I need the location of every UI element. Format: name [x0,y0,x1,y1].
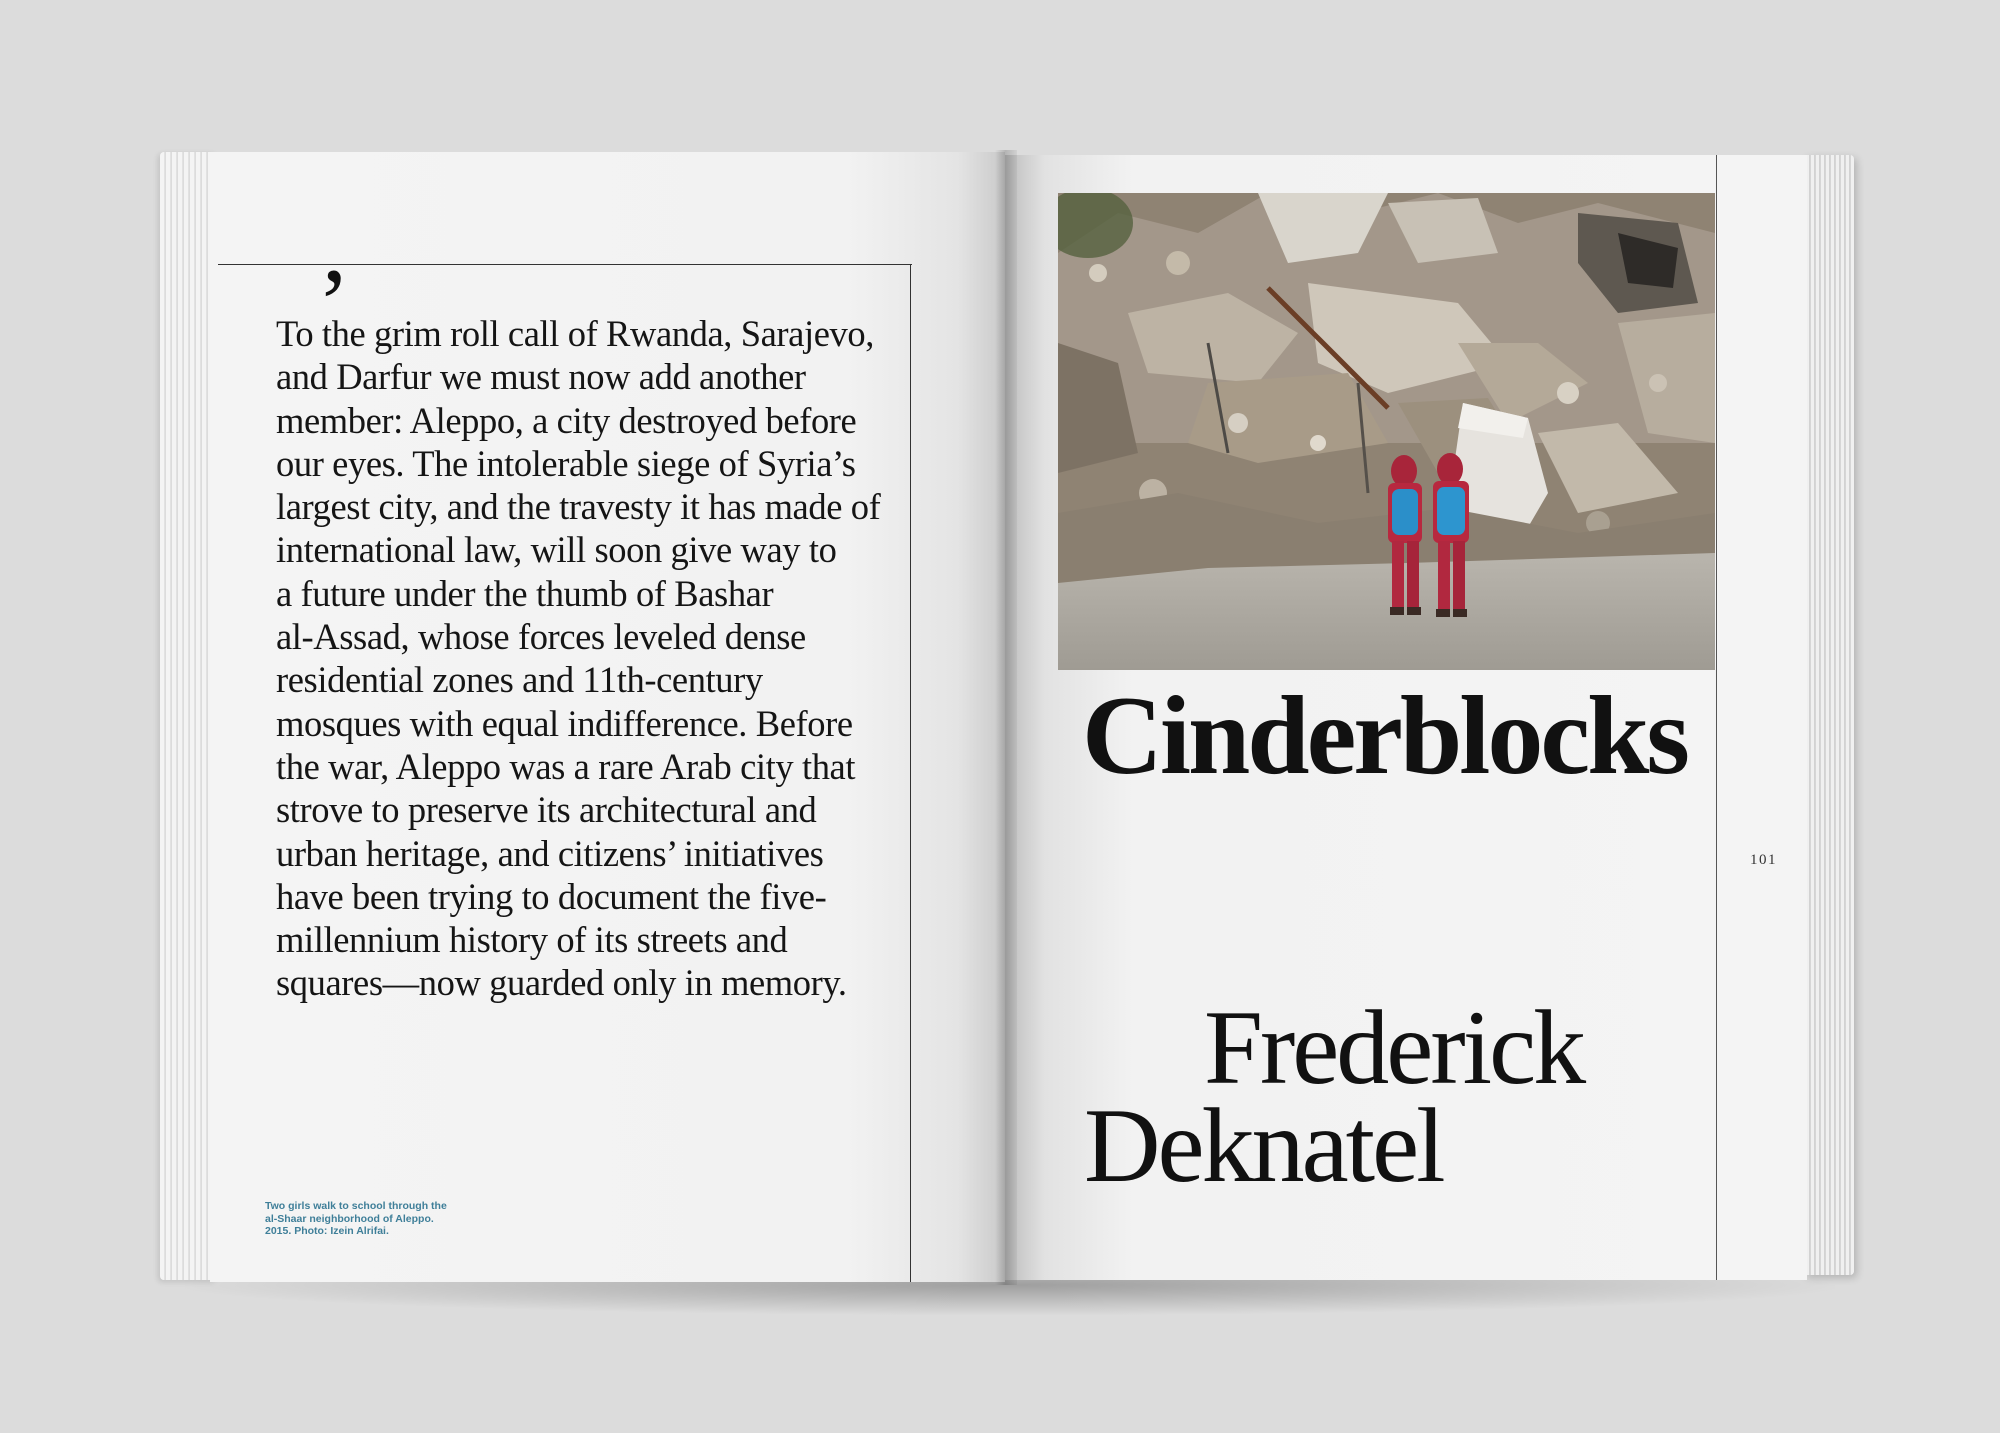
page-number: 101 [1750,852,1777,868]
body-line: urban heritage, and citizens’ initiatives [276,832,824,874]
ornament-comma: , [322,192,347,303]
body-line: residential zones and 11th-century [276,659,763,701]
caption-line: al-Shaar neighborhood of Aleppo. [265,1212,434,1225]
book-gutter [995,150,1017,1285]
body-line: our eyes. The intolerable siege of Syria’s [276,442,856,484]
body-line: the war, Aleppo was a rare Arab city that [276,745,856,787]
body-line: a future under the thumb of Bashar [276,572,774,614]
body-line: largest city, and the travesty it has made of [276,486,881,528]
body-line: international law, will soon give way to [276,529,837,571]
caption-line: 2015. Photo: Izein Alrifai. [265,1225,389,1238]
body-line: strove to preserve its architectural and [276,789,817,831]
author-first-name: Frederick [1204,989,1584,1106]
right-page-edges [1804,155,1854,1275]
rubble-photo-image [1058,193,1715,670]
body-line: squares—now guarded only in memory. [276,962,847,1004]
rubble-photo [1058,193,1715,670]
article-title: Cinderblocks [1082,674,1687,798]
left-page-edges [160,152,216,1280]
body-line: and Darfur we must now add another [276,356,806,398]
body-line: To the grim roll call of Rwanda, Sarajevo, [276,313,874,354]
photo-caption [265,1200,465,1238]
left-column-rule [910,264,911,1282]
body-line: mosques with equal indifference. Before [276,702,853,744]
body-line: millennium history of its streets and [276,919,788,961]
body-line: have been trying to document the five- [276,875,827,917]
author-last-name: Deknatel [1084,1087,1443,1204]
body-line: member: Aleppo, a city destroyed before [276,399,857,441]
body-line: al-Assad, whose forces leveled dense [276,616,806,658]
caption-line: Two girls walk to school through the [265,1200,447,1212]
body-text [276,312,896,1005]
right-column-rule [1716,155,1717,1280]
